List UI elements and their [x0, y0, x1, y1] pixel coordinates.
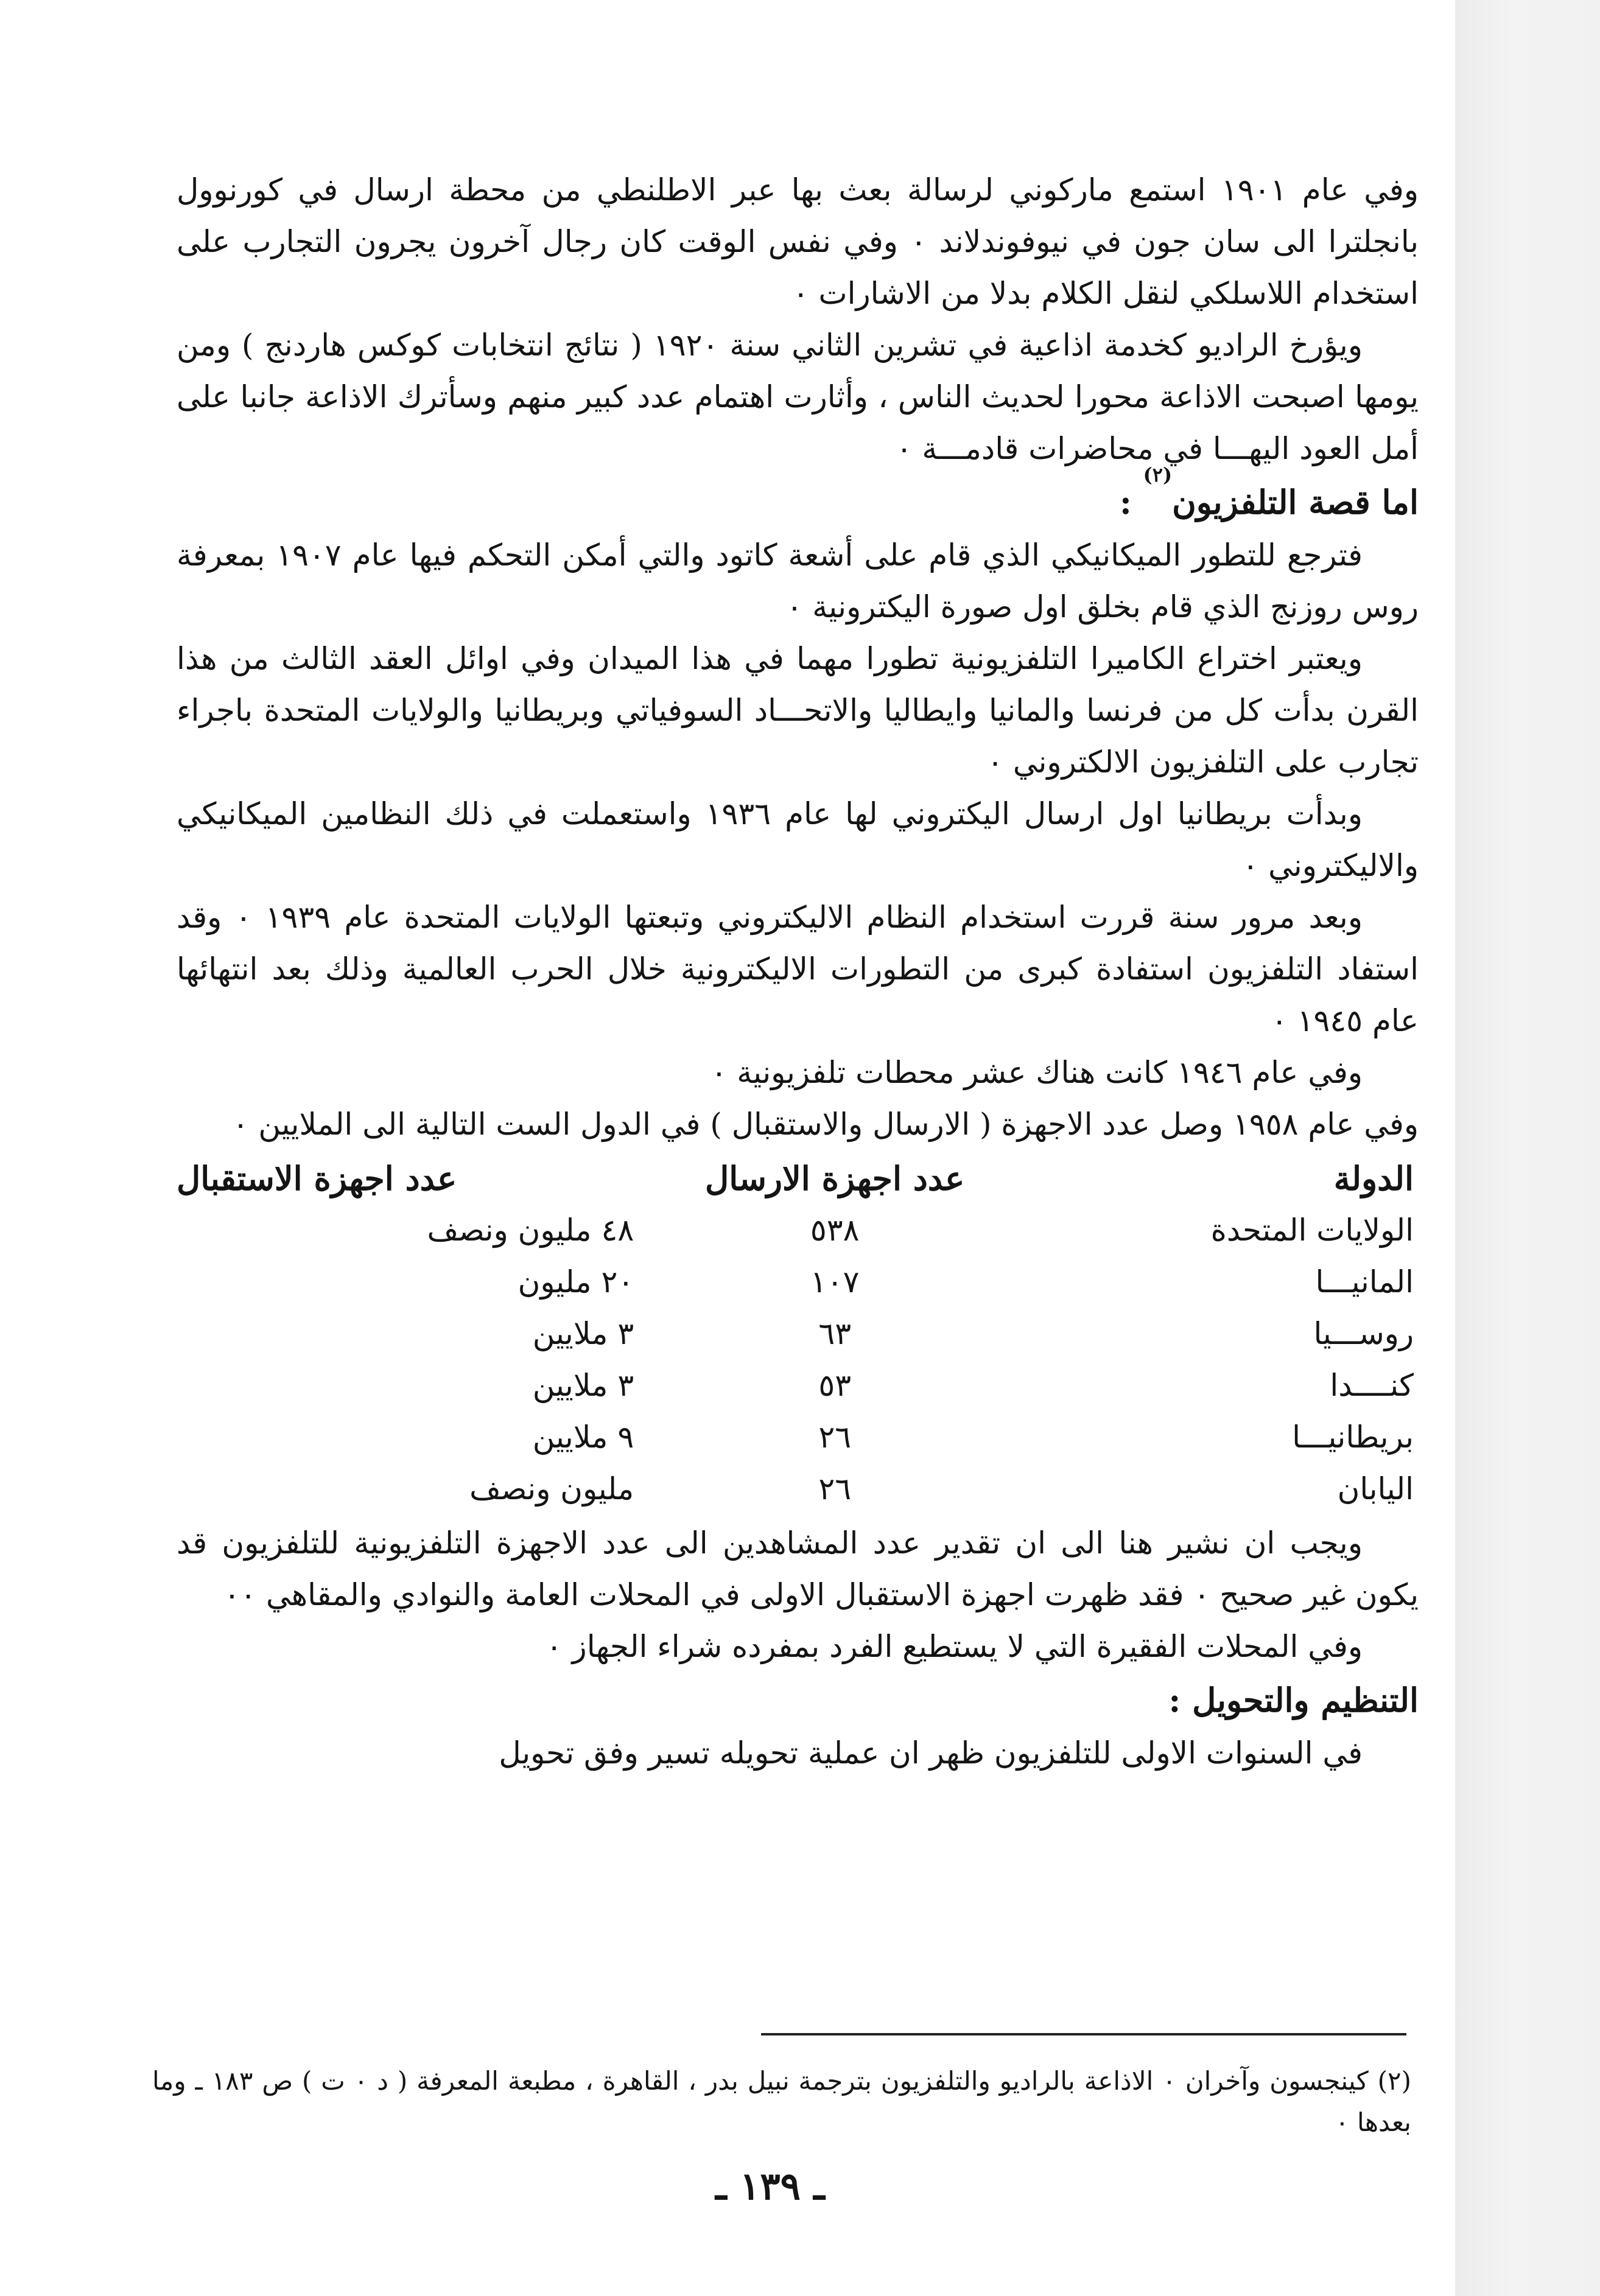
- paragraph-marconi: وفي عام ١٩٠١ استمع ماركوني لرسالة بعث بها عبر الاطلنطي من محطة ارسال في كورنوول بانجلترا الى سان جون في نيوفوندلاند ٠ وفي نفس الوقت كان رجال آخرون يجرون التجارب على استخدام اللاسلكي لنقل الكلام بدلا من الاشارات ٠: [177, 172, 1419, 311]
- paragraph-tv-1958: وفي عام ١٩٥٨ وصل عدد الاجهزة ( الارسال والاستقبال ) في الدول الست التالية الى الملايين ٠: [232, 1107, 1419, 1142]
- heading-tv-story: [177, 463, 1419, 530]
- cell-transmitters: ٢٦: [818, 1419, 852, 1455]
- paragraph-early-years: في السنوات الاولى للتلفزيون ظهر ان عملية تحويله تسير وفق تحويل: [499, 1735, 1363, 1771]
- heading-organization: التنظيم والتحويل :: [1168, 1681, 1419, 1720]
- paragraph-tv-usa: وبعد مرور سنة قررت استخدام النظام الاليكتروني وتبعتها الولايات المتحدة عام ١٩٣٩ ٠ وقد استفاد التلفزيون استفادة كبرى من التطورات الاليكترونية خلال الحرب العالمية وذلك بعد انتهائها عام ١٩٤٥ ٠: [177, 900, 1419, 1038]
- cell-country: روســـيا: [1313, 1316, 1414, 1351]
- paragraph-radio-broadcast: ويؤرخ الراديو كخدمة اذاعية في تشرين الثاني سنة ١٩٢٠ ( نتائج انتخابات كوكس هاردنج ) ومن يومها اصبحت الاذاعة محورا لحديث الناس ، وأثارت اهتمام عدد كبير منهم وسأترك الاذاعة جانبا على أمل العود اليهـــا في محاضرات قادمـــة ٠: [177, 327, 1419, 466]
- paragraph-tv-1946: وفي عام ١٩٤٦ كانت هناك عشر محطات تلفزيونية ٠: [711, 1055, 1363, 1090]
- cell-receivers: ٢٠ مليون: [518, 1264, 634, 1300]
- paragraph-poor-areas: وفي المحلات الفقيرة التي لا يستطيع الفرد بمفرده شراء الجهاز ٠: [546, 1629, 1363, 1664]
- page-body: [177, 164, 1419, 1779]
- cell-country: اليابان: [1337, 1471, 1414, 1507]
- cell-receivers: مليون ونصف: [469, 1471, 634, 1507]
- heading-tv-story-colon: :: [1119, 483, 1143, 522]
- table-row: [177, 1308, 1419, 1360]
- footnote-divider: [761, 2033, 1406, 2035]
- table-row: [177, 1463, 1419, 1515]
- cell-receivers: ٣ ملايين: [532, 1316, 634, 1351]
- paragraph-viewers-estimate: ويجب ان نشير هنا الى ان تقدير عدد المشاهدين الى عدد الاجهزة التلفزيونية للتلفزيون قد يكون غير صحيح ٠ فقد ظهرت اجهزة الاستقبال الاولى في المحلات العامة والنوادي والمقاهي ٠٠: [177, 1525, 1419, 1612]
- cell-receivers: ٣ ملايين: [532, 1368, 634, 1403]
- tv-devices-table: [177, 1153, 1419, 1515]
- cell-country: كنــــدا: [1330, 1368, 1414, 1403]
- paragraph-tv-britain: وبدأت بريطانيا اول ارسال اليكتروني لها عام ١٩٣٦ واستعملت في ذلك النظامين الميكانيكي والاليكتروني ٠: [177, 796, 1419, 883]
- header-receivers: عدد اجهزة الاستقبال: [177, 1159, 457, 1198]
- cell-receivers: ٤٨ مليون ونصف: [427, 1213, 634, 1248]
- paragraph-tv-mechanical: فترجع للتطور الميكانيكي الذي قام على أشعة كاتود والتي أمكن التحكم فيها عام ١٩٠٧ بمعرفة روس روزنج الذي قام بخلق اول صورة اليكترونية ٠: [177, 537, 1419, 625]
- header-transmitters: عدد اجهزة الارسال: [705, 1159, 965, 1198]
- table-row: [177, 1360, 1419, 1412]
- scan-page-edge: [1455, 0, 1600, 2296]
- heading-tv-story-text: اما قصة التلفزيون: [1172, 483, 1419, 522]
- paragraph-tv-camera: ويعتبر اختراع الكاميرا التلفزيونية تطورا مهما في هذا الميدان وفي اوائل العقد الثالث من هذا القرن بدأت كل من فرنسا والمانيا وايطاليا والاتحـــاد السوفياتي وبريطانيا والولايات المتحدة باجراء تجارب على التلفزيون الالكتروني ٠: [177, 641, 1419, 780]
- table-row: [177, 1412, 1419, 1463]
- cell-country: المانيـــا: [1315, 1264, 1414, 1300]
- footnote: (٢) كينجسون وآخران ٠ الاذاعة بالراديو والتلفزيون بترجمة نبيل بدر ، القاهرة ، مطبعة المعرفة ( د ٠ ت ) ص ١٨٣ ـ وما بعدها ٠: [152, 2066, 1411, 2137]
- cell-transmitters: ١٠٧: [810, 1264, 860, 1300]
- table-header-row: [177, 1153, 1419, 1205]
- cell-transmitters: ٥٣٨: [810, 1213, 860, 1248]
- cell-transmitters: ٢٦: [818, 1471, 852, 1507]
- footnote-ref: (٢): [1143, 463, 1173, 486]
- table-row: [177, 1256, 1419, 1308]
- cell-transmitters: ٦٣: [818, 1316, 852, 1351]
- cell-transmitters: ٥٣: [818, 1368, 852, 1403]
- page-number: ـ ١٣٩ ـ: [715, 2164, 825, 2208]
- table-row: [177, 1205, 1419, 1256]
- cell-country: بريطانيـــا: [1292, 1419, 1414, 1455]
- cell-country: الولايات المتحدة: [1210, 1213, 1414, 1248]
- cell-receivers: ٩ ملايين: [532, 1419, 634, 1455]
- header-country: الدولة: [1333, 1159, 1414, 1198]
